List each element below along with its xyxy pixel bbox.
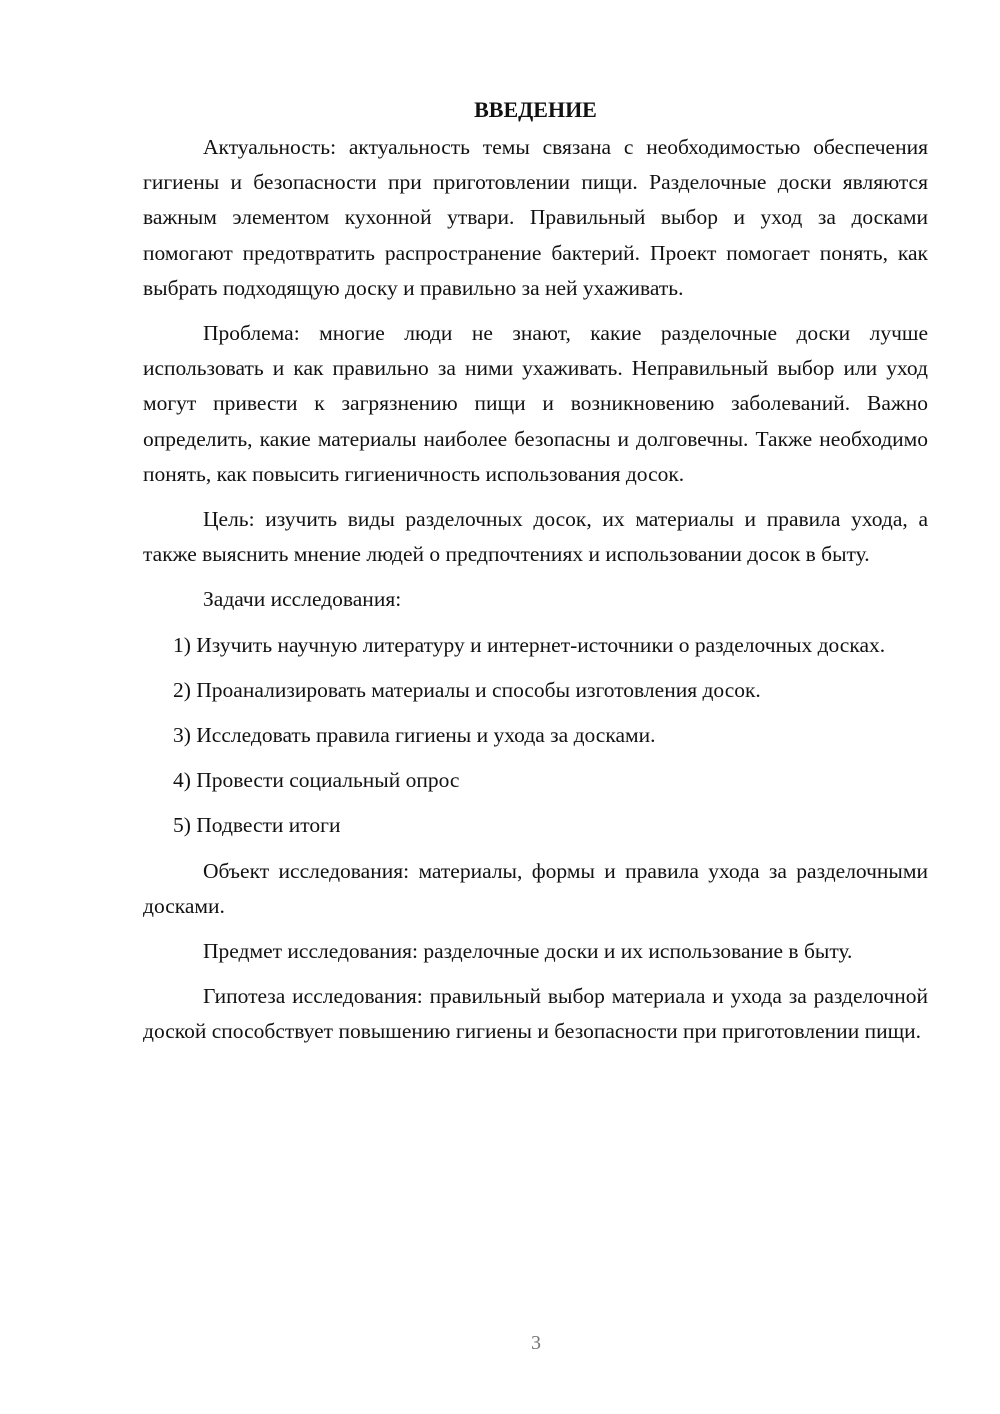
paragraph-hypothesis: Гипотеза исследования: правильный выбор материала и ухода за разделочной доской способствует повышению гигиены и безопасности при приготовлении пищи. <box>143 984 928 1044</box>
task-item-1: 1) Изучить научную литературу и интернет-источники о разделочных досках. <box>173 632 886 657</box>
paragraph-object: Объект исследования: материалы, формы и правила ухода за разделочными досками. <box>143 858 928 918</box>
page-number: 3 <box>531 1332 541 1354</box>
document-page <box>143 92 928 1060</box>
task-item-2: 2) Проанализировать материалы и способы изготовления досок. <box>173 677 761 702</box>
paragraph-problem: Проблема: многие люди не знают, какие разделочные доски лучше использовать и как правильно за ними ухаживать. Неправильный выбор или уход могут привести к загрязнению пищи и возникновению заболеваний. Важно определить, какие материалы наиболее безопасны и долговечны. Также необходимо понять, как повысить гигиеничность использования досок. <box>143 321 928 486</box>
paragraph-relevance: Актуальность: актуальность темы связана с необходимостью обеспечения гигиены и безопасности при приготовлении пищи. Разделочные доски являются важным элементом кухонной утвари. Правильный выбор и уход за досками помогают предотвратить распространение бактерий. Проект помогает понять, как выбрать подходящую доску и правильно за ней ухаживать. <box>143 135 928 300</box>
paragraph-goal: Цель: изучить виды разделочных досок, их материалы и правила ухода, а также выяснить мнение людей о предпочтениях и использовании досок в быту. <box>143 507 928 567</box>
task-item-4: 4) Провести социальный опрос <box>173 768 460 793</box>
paragraph-tasks-heading: Задачи исследования: <box>203 587 402 612</box>
task-item-5: 5) Подвести итоги <box>173 813 341 838</box>
task-item-3: 3) Исследовать правила гигиены и ухода за досками. <box>173 723 656 748</box>
paragraph-subject: Предмет исследования: разделочные доски и их использование в быту. <box>203 939 853 964</box>
page-title: ВВЕДЕНИЕ <box>474 97 597 122</box>
